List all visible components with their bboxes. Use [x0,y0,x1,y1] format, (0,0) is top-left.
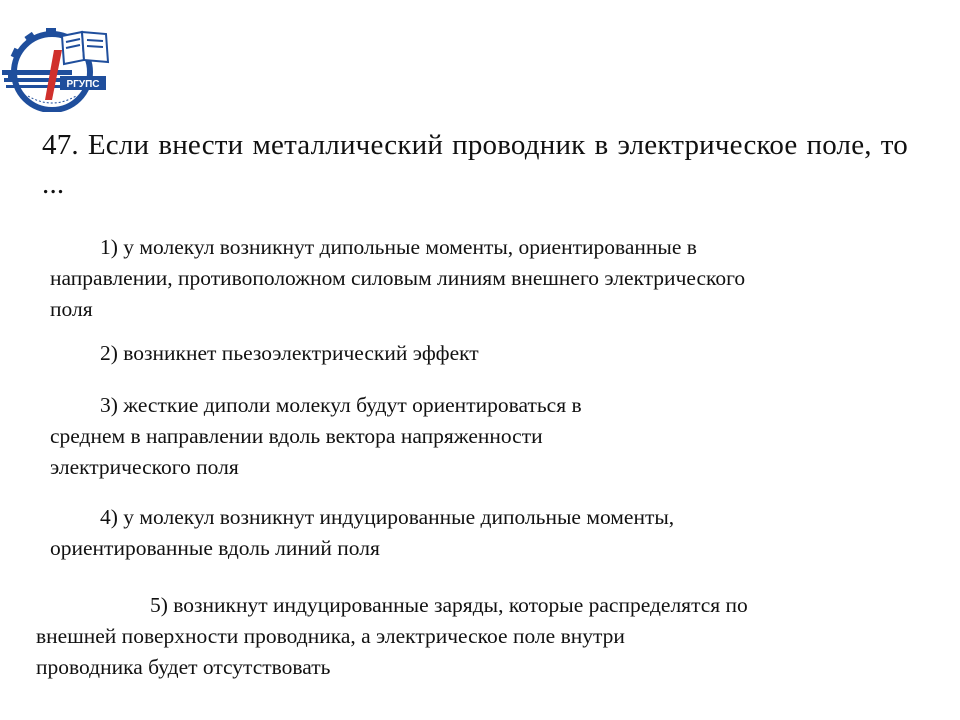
logo-text: РГУПС [66,79,100,90]
answer-option-4 [50,502,674,564]
answer-4-line-2: ориентированные вдоль линий поля [50,536,380,560]
answer-option-2 [100,338,479,369]
answer-2-line-1: 2) возникнет пьезоэлектрический эффект [100,341,479,365]
answer-1-line-2: направлении, противоположном силовым линиям внешнего электрического [50,266,746,290]
question-text: 47. Если внести металлический проводник в электрическое поле, то ... [42,129,908,200]
answer-1-line-1: 1) у молекул возникнут дипольные моменты, ориентированные в [100,235,697,259]
university-logo-icon [2,20,114,112]
answer-3-line-1: 3) жесткие диполи молекул будут ориентироваться в [100,393,582,417]
answer-option-5 [36,590,748,683]
answer-option-3 [50,390,582,483]
answer-1-line-3: поля [50,297,93,321]
answer-3-line-3: электрического поля [50,455,239,479]
answer-4-line-1: 4) у молекул возникнут индуцированные дипольные моменты, [100,505,675,529]
answer-5-line-2: внешней поверхности проводника, а электрическое поле внутри [36,624,625,648]
university-logo [2,20,114,112]
answer-5-line-1: 5) возникнут индуцированные заряды, которые распределятся по [150,593,748,617]
answer-3-line-2: среднем в направлении вдоль вектора напряженности [50,424,543,448]
answer-option-1 [50,232,745,325]
answer-5-line-3: проводника будет отсутствовать [36,655,331,679]
